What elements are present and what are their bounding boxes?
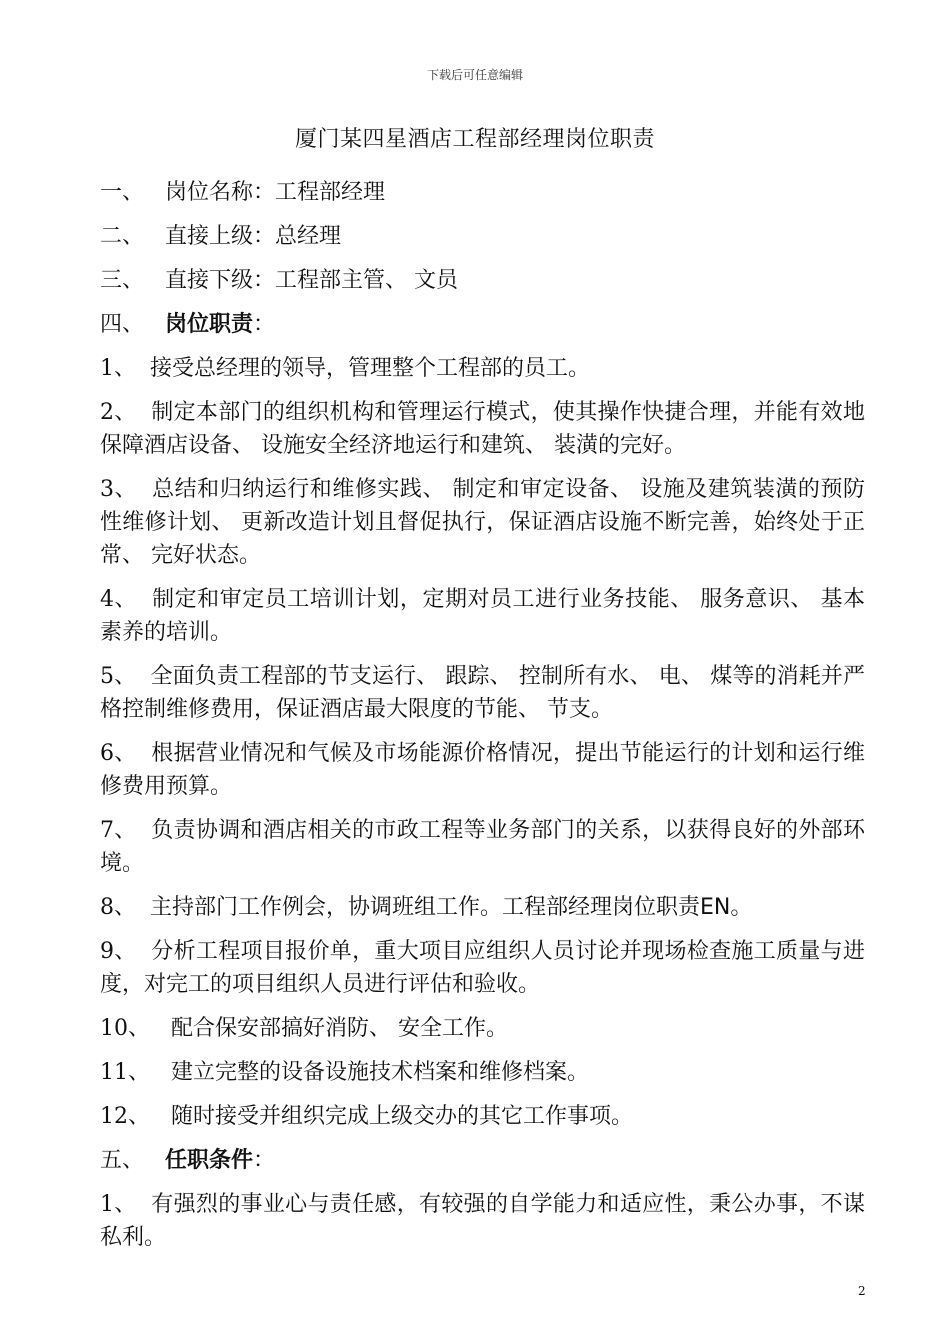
item-number: 7、: [100, 818, 137, 843]
section-value: 工程部经理: [275, 180, 386, 205]
duty-item: [100, 473, 865, 572]
duty-item: [100, 1056, 865, 1089]
item-text: 制定本部门的组织机构和管理运行模式，使其操作快捷合理，并能有效地保障酒店设备、 设施安全经济地运行和建筑、 装潢的完好。: [100, 400, 865, 458]
section-heading: 岗位职责: [165, 312, 254, 337]
duty-item: [100, 1012, 865, 1045]
item-text: 随时接受并组织完成上级交办的其它工作事项。: [170, 1104, 633, 1129]
section-4: [100, 308, 865, 341]
item-number: 8、: [100, 895, 136, 920]
section-number: 三、: [100, 268, 145, 293]
duty-item: [100, 583, 865, 649]
item-text: 主持部门工作例会，协调班组工作。工程部经理岗位职责EN。: [150, 895, 753, 920]
page-header: 下载后可任意编辑: [426, 68, 523, 82]
item-number: 4、: [100, 587, 138, 612]
section-3: [100, 264, 865, 297]
section-2: [100, 220, 865, 253]
page-number: 2: [858, 1284, 866, 1298]
item-text: 根据营业情况和气候及市场能源价格情况，提出节能运行的计划和运行维修费用预算。: [100, 741, 865, 799]
item-number: 11、: [100, 1060, 150, 1085]
item-number: 6、: [100, 741, 137, 766]
duty-item: [100, 891, 865, 924]
section-1: [100, 176, 865, 209]
section-colon: ：: [253, 312, 276, 337]
item-number: 9、: [100, 939, 137, 964]
item-number: 2、: [100, 400, 137, 425]
section-label: 直接上级：: [165, 224, 276, 249]
requirement-item: [100, 1188, 865, 1254]
duty-item: [100, 352, 865, 385]
section-colon: ：: [253, 1148, 276, 1173]
section-heading: 任职条件: [165, 1148, 254, 1173]
item-text: 制定和审定员工培训计划，定期对员工进行业务技能、 服务意识、 基本素养的培训。: [100, 587, 865, 645]
duty-item: [100, 660, 865, 726]
item-text: 负责协调和酒店相关的市政工程等业务部门的关系，以获得良好的外部环境。: [100, 818, 865, 876]
item-number: 5、: [100, 664, 137, 689]
item-text: 配合保安部搞好消防、 安全工作。: [170, 1016, 508, 1041]
item-number: 3、: [100, 477, 138, 502]
item-text: 全面负责工程部的节支运行、 跟踪、 控制所有水、 电、 煤等的消耗并严格控制维修费用，保证酒店最大限度的节能、 节支。: [100, 664, 865, 722]
item-text: 接受总经理的领导，管理整个工程部的员工。: [150, 356, 591, 381]
section-5: [100, 1144, 865, 1177]
item-text: 总结和归纳运行和维修实践、 制定和审定设备、 设施及建筑装潢的预防性维修计划、 更新改造计划且督促执行，保证酒店设施不断完善，始终处于正常、 完好状态。: [100, 477, 865, 568]
section-number: 四、: [100, 312, 145, 337]
document-title: 厦门某四星酒店工程部经理岗位职责: [294, 127, 655, 152]
section-label: 岗位名称：: [165, 180, 276, 205]
item-number: 1、: [100, 1192, 137, 1217]
duty-item: [100, 396, 865, 462]
duty-item: [100, 935, 865, 1001]
item-text: 建立完整的设备设施技术档案和维修档案。: [170, 1060, 589, 1085]
document-body: [100, 176, 865, 1265]
duty-item: [100, 1100, 865, 1133]
item-text: 有强烈的事业心与责任感，有较强的自学能力和适应性，秉公办事，不谋私利。: [100, 1192, 865, 1250]
section-number: 一、: [100, 180, 145, 205]
item-number: 1、: [100, 356, 136, 381]
section-label: 直接下级：: [165, 268, 276, 293]
item-number: 10、: [100, 1016, 150, 1041]
section-value: 总经理: [275, 224, 342, 249]
duty-item: [100, 814, 865, 880]
item-text: 分析工程项目报价单，重大项目应组织人员讨论并现场检查施工质量与进度，对完工的项目组织人员进行评估和验收。: [100, 939, 865, 997]
section-value: 工程部主管、 文员: [275, 268, 459, 293]
duty-item: [100, 737, 865, 803]
section-number: 五、: [100, 1148, 145, 1173]
section-number: 二、: [100, 224, 145, 249]
item-number: 12、: [100, 1104, 150, 1129]
